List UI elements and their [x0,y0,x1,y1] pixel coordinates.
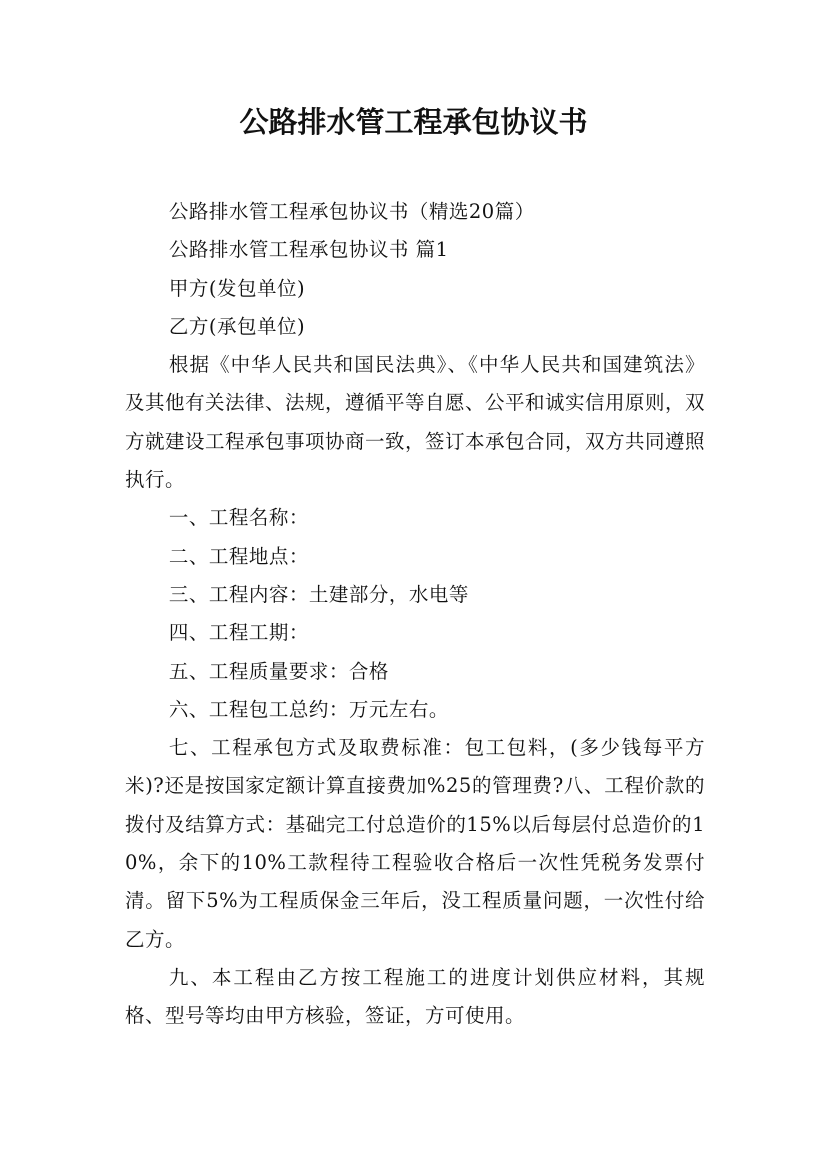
paragraph-clause-4: 四、工程工期： [168,621,309,645]
paragraph-clause-2: 二、工程地点： [168,544,309,568]
paragraph-clause-9: 九、本工程由乙方按工程施工的进度计划供应材料，其规格、型号等均由甲方核验，签证，方可使用。 [125,965,705,1028]
document-body [125,193,705,1036]
paragraph-subtitle: 公路排水管工程承包协议书（精选20篇） [168,200,535,223]
paragraph-party-b: 乙方(承包单位) [168,314,306,338]
paragraph-clause-3: 三、工程内容：土建部分，水电等 [168,582,469,606]
paragraph-clause-5: 五、工程质量要求：合格 [168,659,389,683]
paragraph-clause-7-8: 七、工程承包方式及取费标准：包工包料，(多少钱每平方米)?还是按国家定额计算直接费加%25的管理费?八、工程价款的拨付及结算方式：基础完工付总造价的15%以后每层付总造价的10%，余下的10%工款程待工程验收合格后一次性凭税务发票付清。留下5%为工程质保金三年后，没工程质量问题，一次性付给乙方。 [125,736,705,951]
paragraph-party-a: 甲方(发包单位) [168,276,306,300]
paragraph-preamble: 根据《中华人民共和国民法典》、《中华人民共和国建筑法》及其他有关法律、法规，遵循平等自愿、公平和诚实信用原则，双方就建设工程承包事项协商一致，签订本承包合同，双方共同遵照执行。 [125,353,706,492]
document-title: 公路排水管工程承包协议书 [239,105,588,139]
paragraph-section-heading: 公路排水管工程承包协议书 篇1 [168,238,449,262]
paragraph-clause-1: 一、工程名称： [168,506,309,530]
paragraph-clause-6: 六、工程包工总约：万元左右。 [168,697,449,721]
